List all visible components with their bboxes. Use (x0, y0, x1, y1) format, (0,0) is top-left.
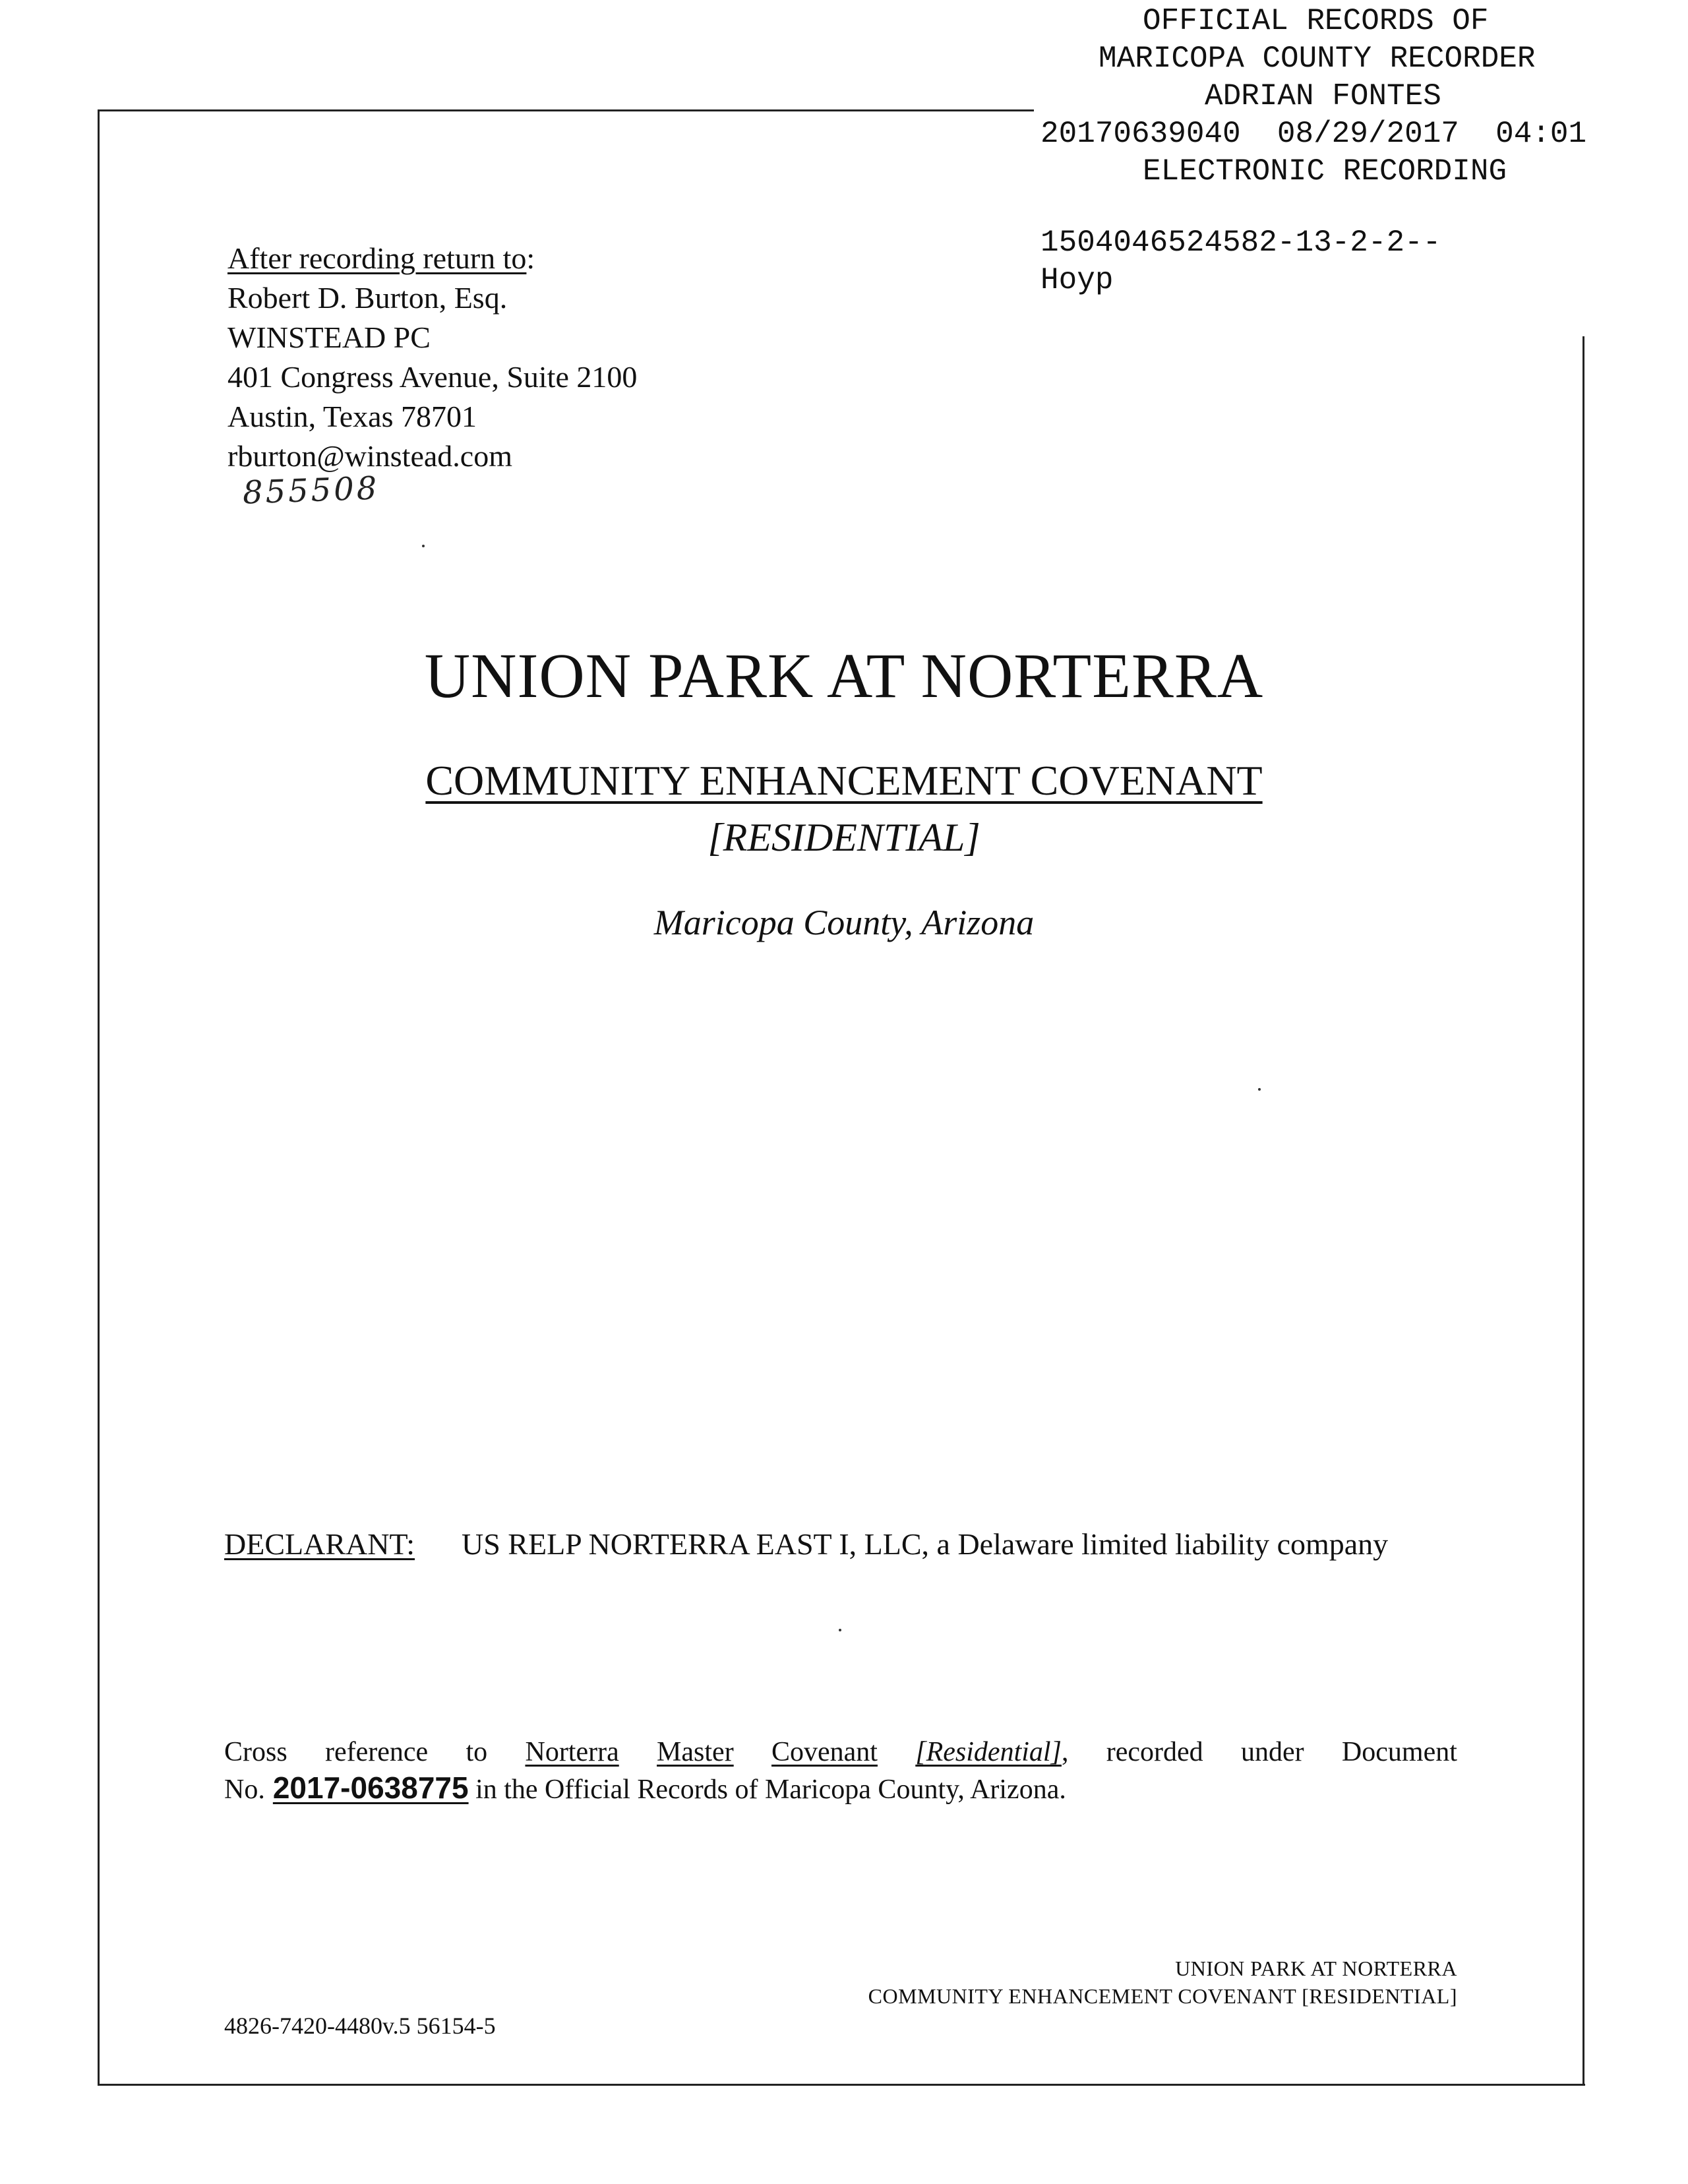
scan-speck (1258, 1088, 1261, 1091)
scan-speck (422, 545, 425, 547)
stamp-line-5: ELECTRONIC RECORDING (1143, 154, 1507, 189)
return-heading: After recording return to: (227, 241, 535, 275)
return-city: Austin, Texas 78701 (227, 400, 477, 433)
return-street: 401 Congress Avenue, Suite 2100 (227, 360, 638, 394)
document-title: UNION PARK AT NORTERRA (424, 640, 1264, 711)
scan-speck (839, 1629, 841, 1631)
document-border-left (98, 109, 100, 2085)
declarant-label: DECLARANT: (224, 1527, 415, 1561)
return-firm: WINSTEAD PC (227, 320, 431, 354)
footer-document-title: UNION PARK AT NORTERRA COMMUNITY ENHANCEMENT COVENANT [RESIDENTIAL] (868, 1957, 1457, 2008)
stamp-line-7: Hoyp (1040, 263, 1114, 297)
cross-reference-line-1: Cross reference to Norterra Master Covenant [Residential], recorded under Document (224, 1737, 1457, 1767)
return-name: Robert D. Burton, Esq. (227, 281, 508, 315)
stamp-recording-number: 20170639040 08/29/2017 04:01 (1040, 117, 1587, 151)
cross-reference-line-2: No. 2017-0638775 in the Official Records of Maricopa County, Arizona. (224, 1771, 1066, 1805)
declarant-value: US RELP NORTERRA EAST I, LLC, a Delaware limited liability company (462, 1527, 1389, 1561)
document-subtitle: COMMUNITY ENHANCEMENT COVENANT (425, 757, 1263, 804)
document-border-right (1582, 336, 1584, 2085)
stamp-line-1: OFFICIAL RECORDS OF (1143, 4, 1489, 38)
document-location: Maricopa County, Arizona (653, 903, 1035, 942)
declarant-line (224, 1525, 1389, 1564)
footer-document-id: 4826-7420-4480v.5 56154-5 (224, 2013, 496, 2039)
cross-reference (224, 1734, 1457, 1807)
stamp-line-3: ADRIAN FONTES (1205, 79, 1441, 113)
referenced-document-number: 2017-0638775 (272, 1771, 469, 1805)
return-address-block (227, 239, 637, 476)
stamp-line-6: 1504046524582-13-2-2-- (1040, 226, 1441, 260)
document-type-bracket: [RESIDENTIAL] (708, 816, 980, 859)
stamp-line-2: MARICOPA COUNTY RECORDER (1099, 42, 1536, 76)
handwritten-number: 855508 (242, 470, 380, 512)
document-border-bottom (98, 2084, 1585, 2086)
return-email: rburton@winstead.com (227, 439, 512, 473)
